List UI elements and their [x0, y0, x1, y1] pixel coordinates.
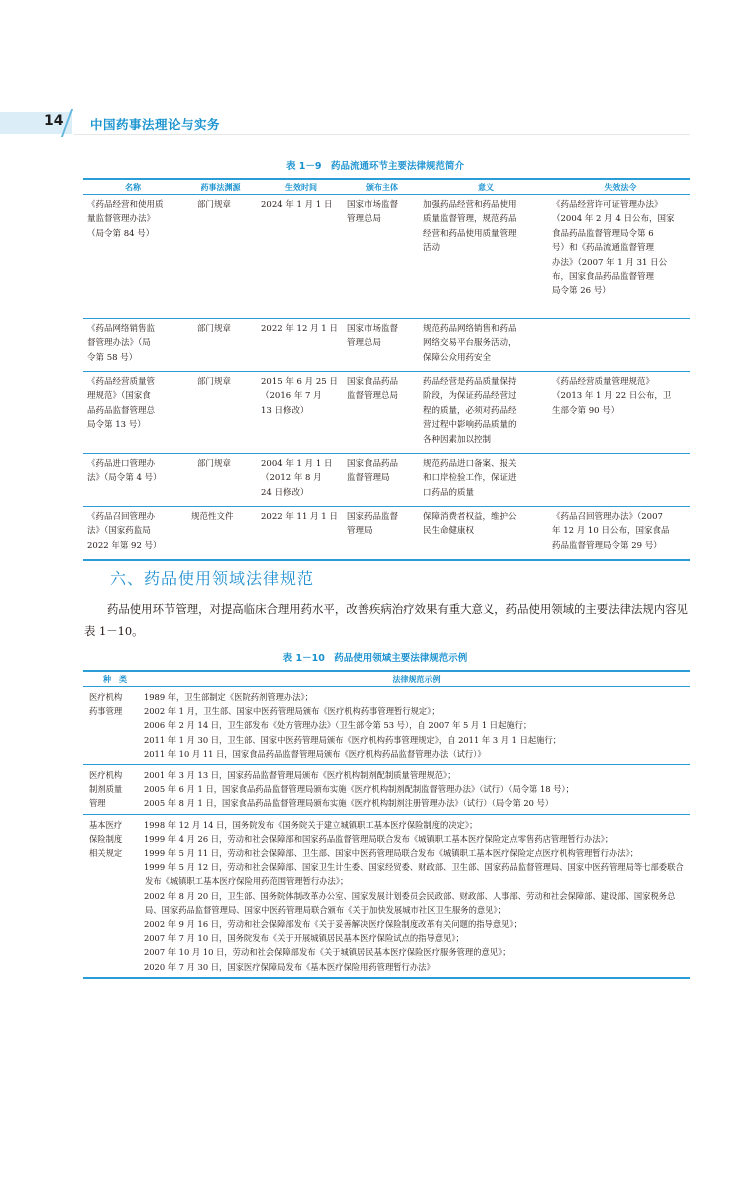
law-item: 2007 年 10 月 10 日，劳动和社会保障部发布《关于城镇居民基本医疗保险医疗服务管理的意见》；: [144, 947, 511, 958]
cell-source: 部门规章: [197, 200, 232, 210]
table-header: [83, 672, 690, 687]
cell-meaning: 规范药品进口备案、报关 和口岸检验工作，保证进 口药品的质量: [423, 459, 517, 498]
table-row: [83, 195, 690, 319]
cell-examples: [145, 765, 690, 814]
cell-effective: 2022 年 12 月 1 日: [261, 324, 338, 334]
law-item: 1999 年 5 月 12 日，劳动和社会保障部、国家卫生计生委、国家经贸委、财政部、卫生部、国家药品监督管理局、国家中医药管理局等七部委联合发布《城镇职工基本医疗保险用药范围管理暂行办法》；: [144, 862, 684, 887]
law-item: 2011 年 1 月 30 日，卫生部、国家中医药管理局颁布《医疗机构药事管理规定》，自 2011 年 3 月 1 日起施行；: [144, 734, 562, 745]
section-heading: 六、药品使用领域法律规范: [110, 569, 315, 588]
cell-examples: [145, 687, 690, 764]
cell-category: 基本医疗 保险制度 相关规定: [89, 819, 123, 859]
cell-issuer: 国家市场监督 管理总局: [347, 200, 399, 225]
table-row: [83, 507, 690, 559]
cell-name: 《药品经营质量管 理规范》（国家食 品药品监督管理总 局令第 13 号）: [87, 377, 156, 431]
table-row: [83, 372, 690, 454]
cell-issuer: 国家食品药品 监督管理总局: [347, 377, 399, 402]
law-item: 1998 年 12 月 14 日，国务院发布《国务院关于建立城镇职工基本医疗保险制度的决定》；: [144, 819, 478, 830]
cell-source: 规范性文件: [191, 512, 234, 522]
cell-repealed: 《药品召回管理办法》（2007 年 12 月 10 日公布，国家食品 药品监督管理局令第 29 号）: [552, 512, 670, 551]
cell-effective: 2022 年 11 月 1 日: [261, 512, 338, 522]
cell-effective: 2004 年 1 月 1 日 （2012 年 8 月 24 日修改）: [261, 459, 333, 498]
law-item: 1999 年 4 月 26 日，劳动和社会保障部和国家药品监督管理局联合发布《城镇职工基本医疗保险定点零售药店管理暂行办法》；: [144, 833, 614, 844]
cell-meaning: 保障消费者权益，维护公 民生命健康权: [423, 512, 517, 537]
cell-name: 《药品经营和使用质 量监督管理办法》 （局令第 84 号）: [87, 200, 164, 239]
col-source: 药事法渊源: [200, 183, 241, 192]
col-name: 名称: [125, 183, 141, 192]
table-row: [83, 454, 690, 507]
cell-category: 医疗机构 药事管理: [89, 692, 123, 717]
table-1-10: [83, 670, 690, 979]
table-row: [83, 319, 690, 372]
law-item: 2006 年 2 月 14 日，卫生部发布《处方管理办法》（卫生部令第 53 号），自 2007 年 5 月 1 日起施行；: [144, 720, 532, 731]
cell-meaning: 加强药品经营和药品使用 质量监督管理，规范药品 经营和药品使用质量管理 活动: [423, 200, 517, 254]
law-item: 2002 年 1 月，卫生部、国家中医药管理局颁布《医疗机构药事管理暂行规定》；: [144, 706, 440, 717]
table-1-9-caption: 表 1－9 药品流通环节主要法律规范简介: [285, 161, 465, 172]
cell-repealed: 《药品经营许可证管理办法》 （2004 年 2 月 4 日公布，国家 食品药品监督管理局令第 6 号）和《药品流通监督管理 办法》（2007 年 1 月 31 日公 布，国家食品药品监督管理 局令第 26 号）: [552, 200, 675, 297]
cell-name: 《药品召回管理办 法》（国家药监局 2022 年第 92 号）: [87, 512, 162, 551]
cell-source: 部门规章: [197, 377, 232, 387]
cell-source: 部门规章: [197, 459, 232, 469]
header-rule: [74, 134, 690, 135]
col-examples: 法律规范示例: [392, 675, 441, 684]
cell-meaning: 规范药品网络销售和药品 网络交易平台服务活动， 保障公众用药安全: [423, 324, 517, 363]
cell-issuer: 国家食品药品 监督管理局: [347, 459, 399, 484]
col-meaning: 意义: [478, 183, 494, 192]
law-item: 2007 年 7 月 10 日，国务院发布《关于开展城镇居民基本医疗保险试点的指导意见》；: [144, 933, 464, 944]
cell-source: 部门规章: [197, 324, 232, 334]
law-item: 2005 年 8 月 1 日，国家食品药品监督管理局颁布实施《医疗机构制剂注册管理办法》（试行）（局令第 20 号）: [144, 798, 554, 809]
table-row: [83, 765, 690, 815]
table-header: [83, 180, 690, 195]
cell-repealed: 《药品经营质量管理规范》 （2013 年 1 月 22 日公布，卫 生部令第 90 号）: [552, 377, 672, 416]
page-header: [0, 107, 690, 135]
law-item: 1999 年 5 月 11 日，劳动和社会保障部、卫生部、国家中医药管理局联合发布《城镇职工基本医疗保险定点医疗机构管理暂行办法》；: [144, 848, 639, 859]
law-item: 2002 年 9 月 16 日，劳动和社会保障部发布《关于妥善解决医疗保险制度改革有关问题的指导意见》；: [144, 919, 522, 930]
cell-category: 医疗机构 制剂质量 管理: [89, 770, 123, 809]
cell-issuer: 国家市场监督 管理总局: [347, 324, 399, 349]
law-item: 2020 年 7 月 30 日，国家医疗保障局发布《基本医疗保险用药管理暂行办法》: [144, 961, 435, 972]
col-repealed: 失效法令: [604, 183, 637, 192]
law-item: 2001 年 3 月 13 日，国家药品监督管理局颁布《医疗机构制剂配制质量管理规范》；: [144, 770, 456, 781]
table-row: [83, 687, 690, 765]
book-title: 中国药事法理论与实务: [90, 117, 221, 132]
table-1-9: [83, 178, 690, 561]
cell-effective: 2024 年 1 月 1 日: [261, 200, 333, 210]
table-1-10-caption: 表 1－10 药品使用领域主要法律规范示例: [282, 653, 468, 664]
col-effective: 生效时间: [285, 183, 317, 192]
law-item: 2005 年 6 月 1 日，国家食品药品监督管理局颁布实施《医疗机构制剂配制监督管理办法》（试行）（局令第 18 号）；: [144, 784, 574, 795]
cell-examples: [145, 815, 690, 977]
law-item: 1989 年，卫生部制定《医院药剂管理办法》；: [144, 692, 313, 702]
law-item: 2002 年 8 月 20 日，卫生部、国务院体制改革办公室、国家发展计划委员会民政部、财政部、人事部、劳动和社会保障部、建设部、国家税务总局、国家药品监督管理局、国家中医药管理局联合颁布《关于加快发展城市社区卫生服务的意见》；: [144, 890, 676, 915]
table-row: [83, 815, 690, 977]
cell-issuer: 国家药品监督 管理局: [347, 512, 399, 537]
col-issuer: 颁布主体: [366, 183, 398, 192]
cell-name: 《药品进口管理办 法》（局令第 4 号）: [87, 459, 162, 484]
section-paragraph: 药品使用环节管理，对提高临床合理用药水平，改善疾病治疗效果有重大意义，药品使用领域的主要法律法规内容见表 1－10。: [84, 602, 688, 638]
cell-effective: 2015 年 6 月 25 日 （2016 年 7 月 13 日修改）: [261, 377, 338, 416]
law-item: 2011 年 10 月 11 日，国家食品药品监督管理局颁布《医疗机构药品监督管理办法（试行）》: [144, 748, 486, 759]
cell-name: 《药品网络销售监 督管理办法》（局 令第 58 号）: [87, 324, 156, 363]
cell-meaning: 药品经营是药品质量保持 阶段，为保证药品经营过 程的质量，必须对药品经 营过程中影响药品质量的 各种因素加以控制: [423, 377, 517, 445]
page-number: 14: [44, 113, 64, 129]
col-category: 种 类: [103, 675, 127, 684]
